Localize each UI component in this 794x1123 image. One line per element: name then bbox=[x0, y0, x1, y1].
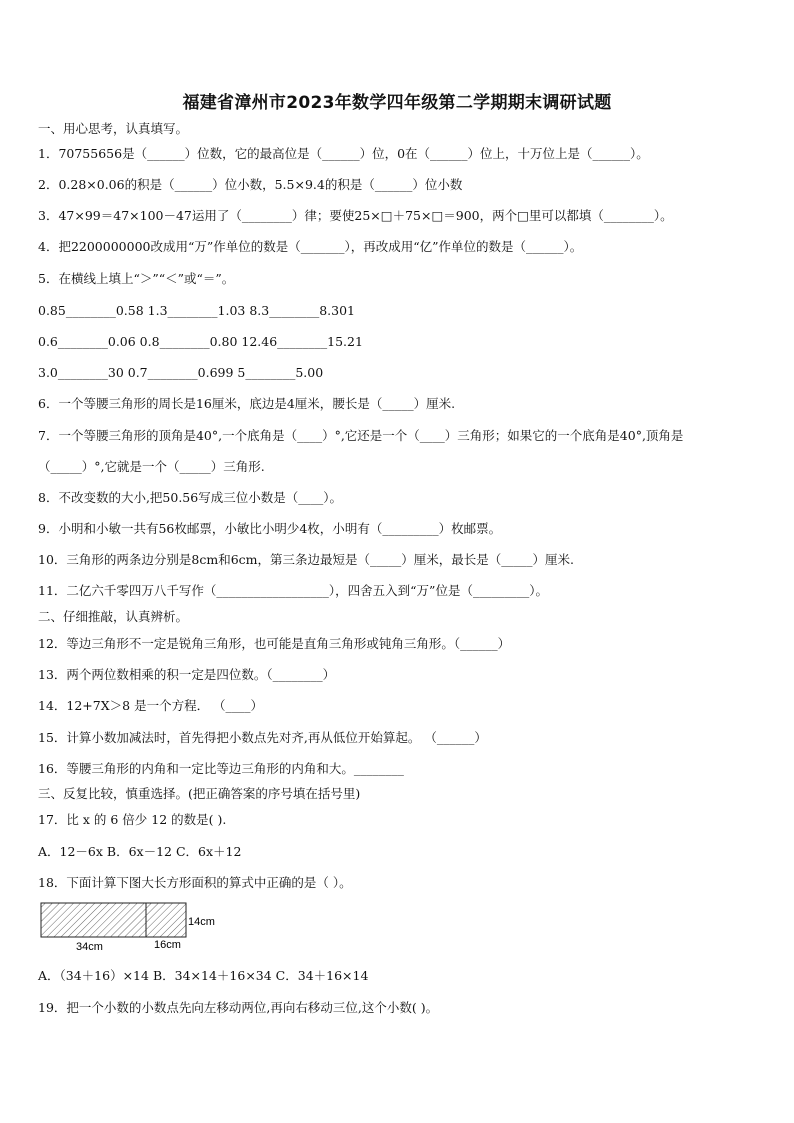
question-line: （_____）°,它就是一个（_____）三角形. bbox=[38, 459, 265, 474]
question-line: 8．不改变数的大小,把50.56写成三位小数是（____）。 bbox=[38, 490, 342, 505]
question-line: 7．一个等腰三角形的顶角是40°,一个底角是（____）°,它还是一个（____）三角形；如果它的一个底角是40°,顶角是 bbox=[38, 428, 684, 443]
question-line: 0.6________0.06 0.8________0.80 12.46________15.21 bbox=[38, 334, 363, 349]
question-line: 3．47×99＝47×100－47运用了（________）律；要使25×□＋75×□＝900，两个□里可以都填（________）。 bbox=[38, 208, 673, 223]
height-label: 14cm bbox=[188, 916, 215, 928]
section-heading: 一、用心思考，认真填写。 bbox=[38, 121, 189, 136]
question-line: 13．两个两位数相乘的积一定是四位数。（________） bbox=[38, 667, 336, 682]
question-line: 15．计算小数加减法时，首先得把小数点先对齐,再从低位开始算起。 （______） bbox=[38, 730, 487, 745]
question-line: 16．等腰三角形的内角和一定比等边三角形的内角和大。________ bbox=[38, 761, 404, 776]
question-line: A．12－6x B．6x－12 C．6x＋12 bbox=[38, 844, 242, 859]
question-line: 10．三角形的两条边分别是8cm和6cm，第三条边最短是（_____）厘米，最长是（_____）厘米. bbox=[38, 552, 574, 567]
question-line: 11．二亿六千零四万八千写作（__________________），四舍五入到“万”位是（_________）。 bbox=[38, 583, 548, 598]
question-line: 17．比 x 的 6 倍少 12 的数是( ). bbox=[38, 812, 227, 827]
right-width-label: 16cm bbox=[154, 939, 181, 951]
question-line: 4．把2200000000改成用“万”作单位的数是（_______），再改成用“亿”作单位的数是（______）。 bbox=[38, 239, 583, 254]
question-line: 14．12+7X＞8 是一个方程． （____） bbox=[38, 698, 264, 713]
question-line: A．（34＋16）×14 B．34×14＋16×34 C．34＋16×14 bbox=[38, 968, 369, 983]
question-line: 0.85________0.58 1.3________1.03 8.3________8.301 bbox=[38, 303, 355, 318]
left-width-label: 34cm bbox=[76, 941, 103, 953]
question-line: 6．一个等腰三角形的周长是16厘米，底边是4厘米，腰长是（_____）厘米. bbox=[38, 396, 456, 411]
question-line: 12．等边三角形不一定是锐角三角形，也可能是直角三角形或钝角三角形。（______） bbox=[38, 636, 511, 651]
question-line: 5．在横线上填上“＞”“＜”或“＝”。 bbox=[38, 271, 235, 286]
section-heading: 三、反复比较，慎重选择。(把正确答案的序号填在括号里) bbox=[38, 786, 361, 801]
left-rectangle bbox=[41, 903, 146, 937]
question-line: 2．0.28×0.06的积是（______）位小数，5.5×9.4的积是（______）位小数 bbox=[38, 177, 463, 192]
rectangle-figure bbox=[40, 901, 250, 955]
question-line: 18．下面计算下图大长方形面积的算式中正确的是（ ）。 bbox=[38, 875, 352, 890]
question-line: 1．70755656是（______）位数，它的最高位是（______）位，0在（______）位上，十万位上是（______）。 bbox=[38, 146, 649, 161]
section-heading: 二、仔细推敲，认真辨析。 bbox=[38, 609, 189, 624]
question-line: 19．把一个小数的小数点先向左移动两位,再向右移动三位,这个小数( )。 bbox=[38, 1000, 439, 1015]
right-rectangle bbox=[146, 903, 186, 937]
question-line: 3.0________30 0.7________0.699 5________5.00 bbox=[38, 365, 324, 380]
question-line: 9．小明和小敏一共有56枚邮票，小敏比小明少4枚，小明有（_________）枚邮票。 bbox=[38, 521, 502, 536]
page-title: 福建省漳州市2023年数学四年级第二学期期末调研试题 bbox=[182, 93, 612, 113]
rectangle-diagram bbox=[40, 901, 250, 955]
